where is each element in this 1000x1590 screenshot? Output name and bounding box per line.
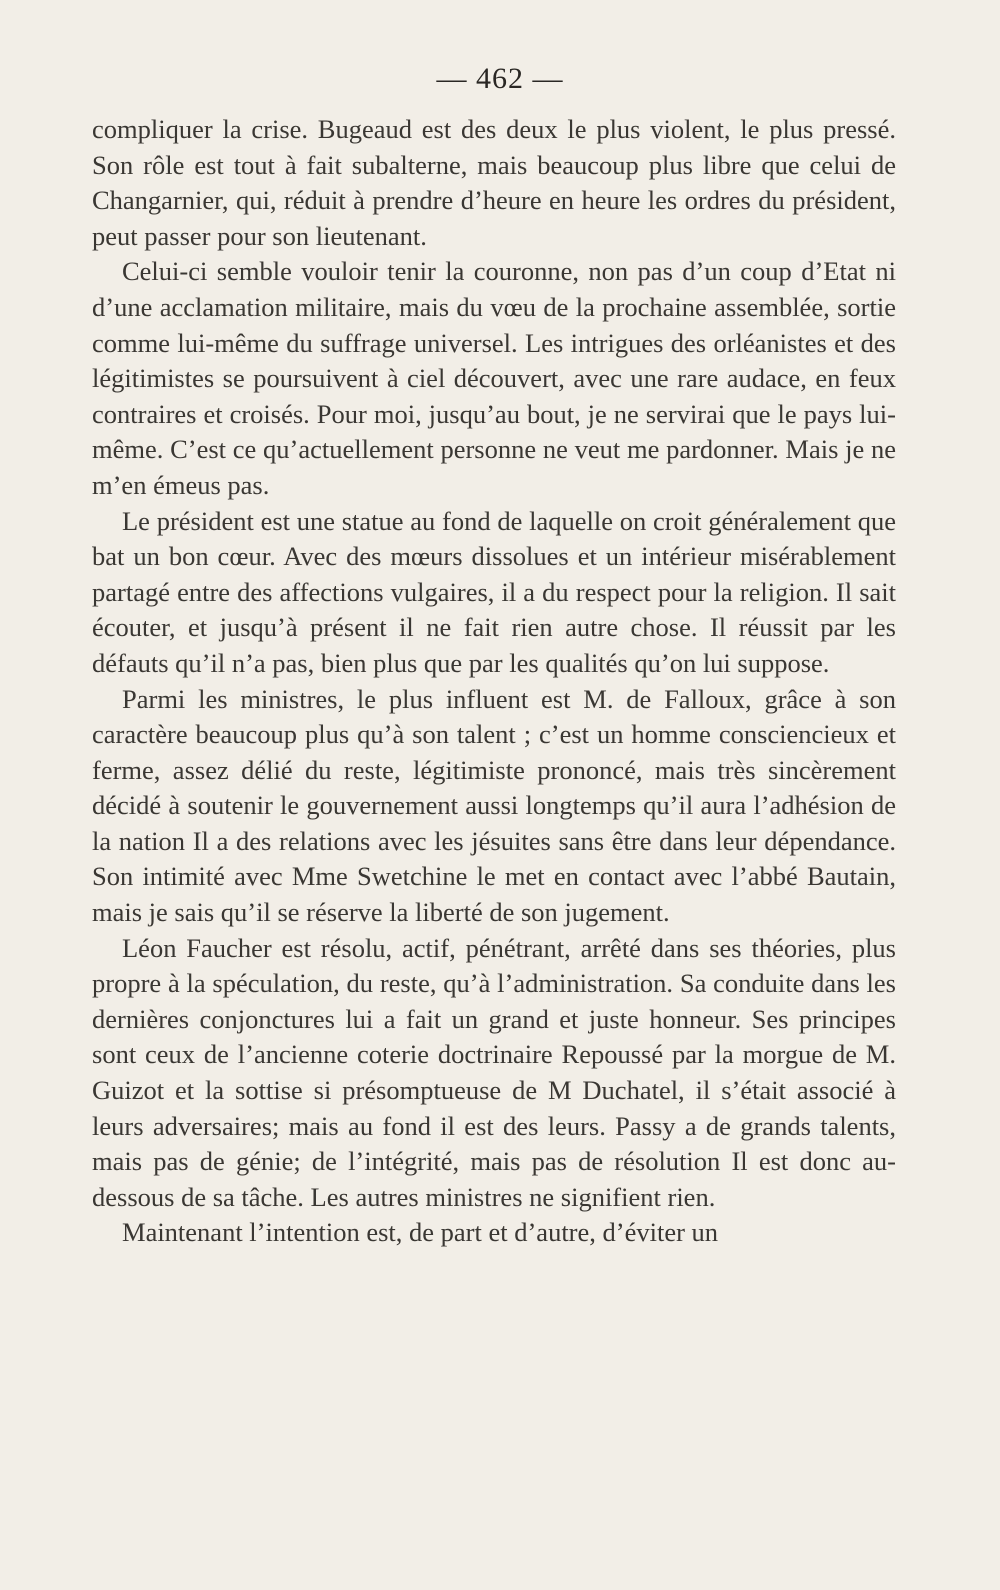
paragraph-4: Parmi les ministres, le plus influent est M. de Falloux, grâce à son caractère beaucoup plus qu’à son talent ; c’est un homme consciencieux et ferme, assez délié du reste, légitimiste prononcé, mais très sincèrement décidé à soutenir le gouvernement aussi longtemps qu’il aura l’adhésion de la nation Il a des relations avec les jésuites sans être dans leur dépendance. Son intimité avec Mme Swetchine le met en contact avec l’abbé Bautain, mais je sais qu’il se réserve la liberté de son jugement. (92, 683, 896, 928)
page-number: — 462 — (436, 62, 564, 95)
paragraph-2: Celui-ci semble vouloir tenir la couronne, non pas d’un coup d’Etat ni d’une acclamation militaire, mais du vœu de la prochaine assemblée, sortie comme lui-même du suffrage universel. Les intrigues des orléanistes et des légitimistes se poursuivent à ciel découvert, avec une rare audace, en feux contraires et croisés. Pour moi, jusqu’au bout, je ne servirai que le pays lui-même. C’est ce qu’actuellement personne ne veut me pardonner. Mais je ne m’en émeus pas. (92, 256, 896, 500)
paragraph-1: compliquer la crise. Bugeaud est des deux le plus violent, le plus pressé. Son rôle est tout à fait subalterne, mais beaucoup plus libre que celui de Changarnier, qui, réduit à prendre d’heure en heure les ordres du président, peut passer pour son lieutenant. (92, 114, 896, 251)
paragraph-6: Maintenant l’intention est, de part et d’autre, d’éviter un (122, 1217, 719, 1248)
paragraph-3: Le président est une statue au fond de laquelle on croit généralement que bat un bon cœur. Avec des mœurs dissolues et un intérieur misérablement partagé entre des affections vulgaires, il a du respect pour la religion. Il sait écouter, et jusqu’à présent il ne fait rien autre chose. Il réussit par les défauts qu’il n’a pas, bien plus que par les qualités qu’on lui suppose. (92, 505, 896, 678)
paragraph-5: Léon Faucher est résolu, actif, pénétrant, arrêté dans ses théories, plus propre à la spéculation, du reste, qu’à l’administration. Sa conduite dans les dernières conjonctures lui a fait un grand et juste honneur. Ses principes sont ceux de l’ancienne coterie doctrinaire Repoussé par la morgue de M. Guizot et la sottise si présomptueuse de M Duchatel, il s’était associé à leurs adversaires; mais au fond il est des leurs. Passy a de grands talents, mais pas de génie; de l’intégrité, mais pas de résolution Il est donc au-dessous de sa tâche. Les autres ministres ne signifient rien. (92, 932, 896, 1212)
body-text (92, 112, 896, 1251)
